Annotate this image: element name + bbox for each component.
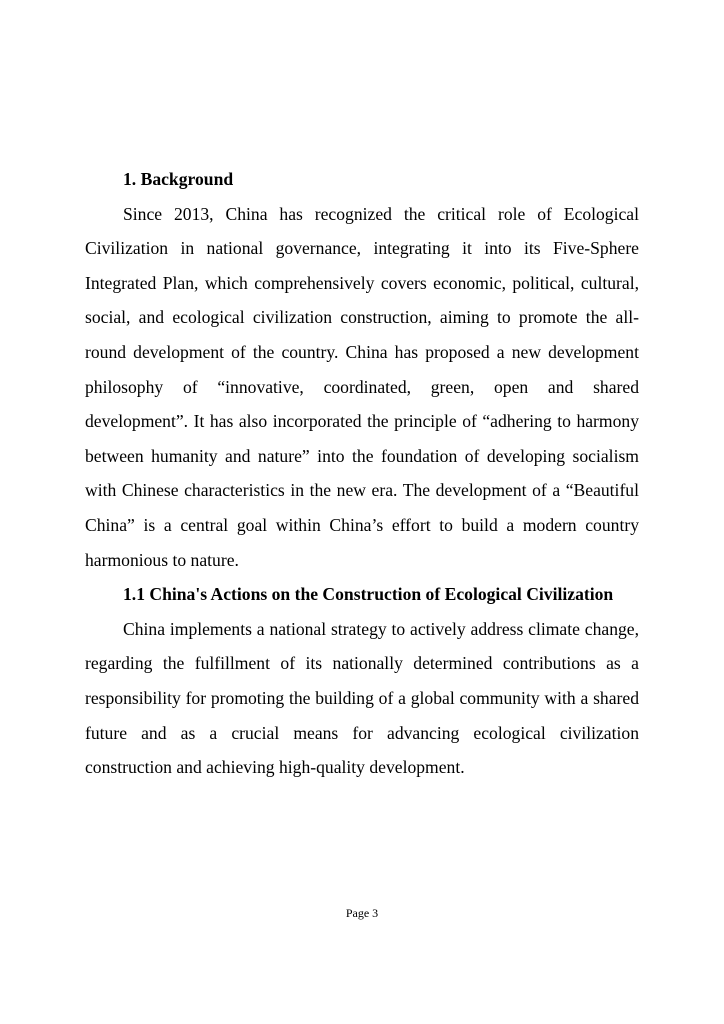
section-heading: 1. Background <box>123 169 234 189</box>
subsection-heading: 1.1 China's Actions on the Construction of Ecological Civilization <box>123 584 614 605</box>
actions-paragraph: China implements a national strategy to actively address climate change, regarding the fulfillment of its nationally determined contributions as a responsibility for promoting the building of a global community with a shared future and as a crucial means for advancing ecological civilization construction and achieving high-quality development. <box>85 618 639 778</box>
page-number: Page 3 <box>345 906 379 920</box>
background-paragraph: Since 2013, China has recognized the critical role of Ecological Civilization in national governance, integrating it into its Five-Sphere Integrated Plan, which comprehensively covers economic, political, cultural, social, and ecological civilization construction, aiming to promote the all-round development of the country. China has proposed a new development philosophy of “innovative, coordinated, green, open and shared development”. It has also incorporated the principle of “adhering to harmony between humanity and nature” into the foundation of developing socialism with Chinese characteristics in the new era. The development of a “Beautiful China” is a central goal within China’s effort to build a modern country harmonious to nature. <box>85 203 639 570</box>
page-content <box>85 162 639 785</box>
